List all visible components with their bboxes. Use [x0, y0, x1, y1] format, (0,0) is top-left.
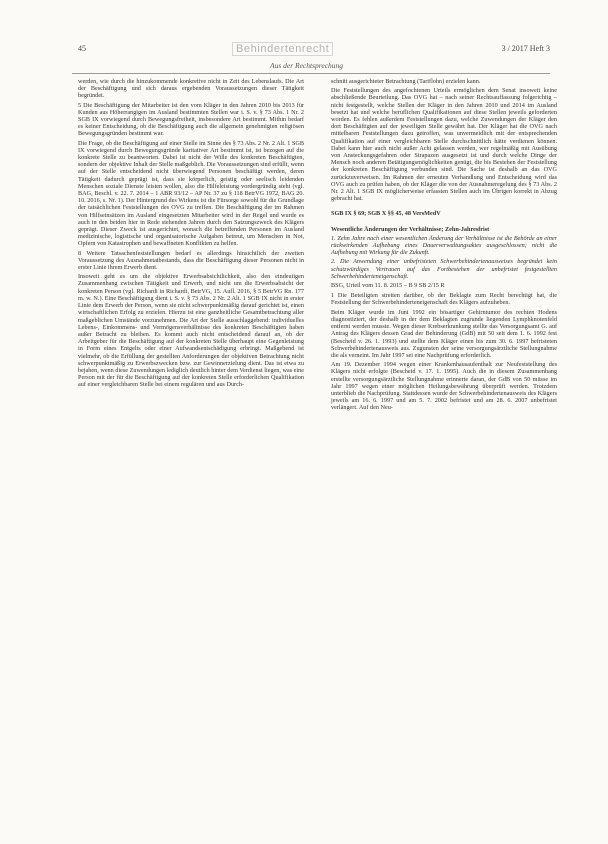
left-column [78, 78, 304, 391]
case-headline: Wesentliche Änderungen der Verhältnisse; Zehn-Jahresfrist [331, 225, 490, 233]
paragraph: Am 19. Dezember 1994 wegen einer Krankenhausaufenthalt zur Neufeststellung des Klägers nicht erfolgte (Bescheid v. 17. 1. 1995). Auch die in diesem Zusammenhang erstellte versorgungsärztliche Stellungnahme erinnerte daran, der GdB von 50 müsse im Jahr 1997 wegen einer möglichen Heilungsbewährung überprüft werden. Trotzdem unterblieb die Nachprüfung. Stattdessen wurde der Schwerbehindertenausweis des Klägers jeweils am 16. 6. 1997 und am 5. 7. 2002 befristet und am 28. 6. 2007 unbefristet verlängert. Auf den Neu- [331, 361, 557, 412]
section-label: Aus der Rechtsprechung [270, 61, 344, 70]
paragraph: Die Feststellungen des angefochtenen Urteils ermöglichen dem Senat insoweit keine abschließende Beurteilung. Das OVG hat – nach seiner Rechtsauffassung folgerichtig – nicht festgestellt, welche Stellen der Kläger in den Jahren 2010 und 2014 im Ausland besetzt hat und welche beruflichen Qualifikationen auf diese Stellen jeweils geforderten worden. Es fehlen außerdem Feststellungen dazu, welche Zuwendungen der Kläger den dort Beschäftigten auf der jeweiligen Stelle gewährt hat. Der Kläger hat die OVG nach mittelbaren Feststellungen dazu getroffen, was unvermeidlich mit der entsprechenden Qualifikation auf einer vergleichbaren Stelle durchschnittlich hätte verdienen können. Dabei kann hier auch nicht außer Acht gelassen werden, wer regelmäßig mit Ausübung von Ansteckungsgefahren oder Strapazen ausgesetzt ist und durch welche Dinge der Mensch noch anderen Betätigungsmöglichkeiten genügt, die bis Bestehen der Feststellung der konkreten Beschäftigung verbunden sind. Die Sache ist deshalb an das OVG zurückzuverweisen. Im Rahmen der erneuten Verhandlung und Entscheidung wird das OVG auch zu prüfen haben, ob der Kläger die von der Ausnahmeregelung des § 73 Abs. 2 Nr. 2 Alt. 1 SGB IX möglicherweise erfassten Stellen auch im Übrigen korrekt in Abzug gebracht hat. [331, 87, 557, 203]
paragraph: schnitt ausgerichteter Betrachtung (Tariflohn) erzielen kann. [331, 78, 481, 85]
paragraph: 1 Die Beteiligten streiten darüber, ob der Beklagte zum Recht berechtigt hat, die Feststellung der Schwerbehinderteneigenschaft des Klägers aufzuheben. [331, 292, 557, 307]
paragraph: werden, wie durch die hinzukommende konkretive nicht in Zeit des Lebenslaufs. Die Art der Beschäftigung und sich daraus ergebenden Voraussetzungen dieser Tätigkeit begründet. [78, 78, 304, 100]
header-rule [72, 73, 550, 74]
case-citation: BSG, Urteil vom 11. 8. 2015 – B 9 SB 2/15 R [331, 282, 445, 290]
right-column [331, 78, 557, 414]
paragraph: Die Frage, ob die Beschäftigung auf einer Stelle im Sinne des § 73 Abs. 2 Nr. 2 Alt. 1 SGB IX vorwiegend durch Bewegungsgründe karitativer Art bestimmt ist, ist bezogen auf die konkrete Stelle zu beantworten. Dabei ist nicht der Wille des konkreten Beschäftigten, sondern der objektive Inhalt der Stelle maßgeblich. Die Voraussetzungen sind erfüllt, wenn auf der Stelle entscheidend nicht überwiegend Personen beschäftigt werden, deren Tätigkeit dadurch geprägt ist, dass sie körperlich, geistig oder seelisch leidenden Menschen soziale Dienste leisten wollen, also die Hilfeleistung vordergründig steht (vgl. BAG, Beschl. v. 22. 7. 2014 – 1 ABR 93/12 – AP Nr. 37 zu § 118 BetrVG 1972, BAG 20. 10. 2016, s. Nr. 1). Der Hintergrund des Wirkens ist die Fürsorge sowohl für die Grundlage der tatsächlichen Feststellungen des OVG zu treffen. Die Beschäftigung der im Rahmen von Hilfseinsätzen im Ausland eingesetzten Mitarbeiter wird in der Regel und wurde es auch in den beiden hier in Rede stehenden Jahren durch den Satzungszweck des Klägers geprägt. Dieser Zweck ist ausgerichtet, wonach die betreffenden Personen im Ausland medizinische, logistische und organisatorische Aufgaben betreut, um Menschen in Not, Opfern von Katastrophen und bewaffneten Konflikten zu helfen. [78, 139, 304, 248]
paragraph: Insoweit geht es um die objektive Erwerbsabsichtlichkeit, also den eindeutigen Zusammenhang zwischen Tätigkeit und Erwerb, und nicht um die Erwerbsabsicht der konkreten Person (vgl. Richardi in Richardi, BetrVG, 15. Aufl. 2016, § 5 BetrVG Rn. 177 m. w. N.). Eine Beschäftigung dient i. S. v. § 73 Abs. 2 Nr. 2 Alt. 1 SGB IX nicht in erster Linie dem Erwerb der Person, wenn sie nicht schwerpunktmäßig darauf gerichtet ist, einen wirtschaftlichen Erfolg zu erzielen. Hierzu ist eine ganzheitliche Gesamtbetrachtung aller maßgeblichen Umstände vorzunehmen. Die Art der Stelle ausschlaggebend: individuelles Lebens-, Einkommens- und Vermögensverhältnisse des konkreten Beschäftigten haben außer Betracht zu bleiben. Es kommt auch nicht entscheidend darauf an, ob der Arbeitgeber für die Beschäftigung auf der konkreten Stelle überhaupt eine Gegenleistung in Form eines Entgelts oder einer Aufwandsentschädigung erbringt. Maßgebend ist vielmehr, ob die Erfüllung der gestellten Anforderungen der objektiven Betrachtung nicht schwerpunktmäßig zu Erwerbszwecken bzw. zur Gewinnerzielung dient. Das ist etwa zu bejahen, wenn diese Zuwendungen lediglich deutlich hinter dem Verdienst liegen, was eine Person mit der für die Beschäftigung auf der konkreten Stelle erforderlichen Qualifikation auf einer vergleichbaren Stelle bei einem regulären und aus Durch- [78, 273, 304, 389]
headnote-2: 2. Die Anwendung einer unbefristeten Schwerbehindertenausweises begründet kein schutzwürdiges Vertrauen auf das Fortbestehen der unbefristet festgestellten Schwerbehinderteneigenschaft. [331, 258, 557, 280]
paragraph: 5 Die Beschäftigung der Mitarbeiter ist den vom Kläger in den Jahren 2010 bis 2013 für Kunden aus Höherrangigen im Ausland bestimmten Stellen war i. S. v. § 73 Abs. 1 Nr. 2 SGB IX vorwiegend durch Bewegungsfreiheit, insbesondere Art bestimmt. Mithin bedarf es keiner Entscheidung, ob die Beschäftigung auch die allgemein genehmigten religiösen Bewegungsgründen bestimmt war. [78, 101, 304, 138]
issue-info: 3 / 2017 Heft 3 [501, 44, 550, 53]
case-statutes: SGB IX § 69; SGB X §§ 45, 48 VersMedV [331, 210, 441, 218]
page-header [0, 0, 608, 70]
page-number: 45 [78, 44, 86, 53]
paragraph: 8 Weitere Tatsachenfeststellungen bedarf es allerdings hinsichtlich der zweiten Voraussetzung des Ausnahmetatbestands, dass die Beschäftigung dieser Personen nicht in erster Linie ihrem Erwerb dient. [78, 249, 304, 272]
paragraph: Beim Kläger wurde im Juni 1992 ein bösartiger Gehirntumor des rechten Hodens diagnostiziert, der deshalb in der dem Beklagten zugrunde liegenden Lymphknotenfeld entfernt werden musste. Wegen dieser Krebserkrankung stellte das Versorgungsamt G. auf Antrag des Klägers dessen Grad der Behinderung (GdB) mit 50 seit dem 1. 6. 1992 fest (Bescheid v. 26. 1. 1993) und stellte dem Kläger einen bis zum 30. 6. 1997 befristeten Schwerbehindertenausweis aus. Zugunsten der seine versorgungsärztliche Stellungnahme die als verneint. Im Jahr 1997 sei eine Nachprüfung erforderlich. [331, 308, 557, 359]
journal-title: Behindertenrecht [232, 42, 333, 56]
headnote-1: 1. Zehn Jahre nach einer wesentlichen Änderung der Verhältnisse ist die Behörde an einer rückwirkenden Aufhebung eines Dauerverwaltungsaktes ausgeschlossen; nicht die Aufhebung mit Wirkung für die Zukunft. [331, 234, 557, 257]
